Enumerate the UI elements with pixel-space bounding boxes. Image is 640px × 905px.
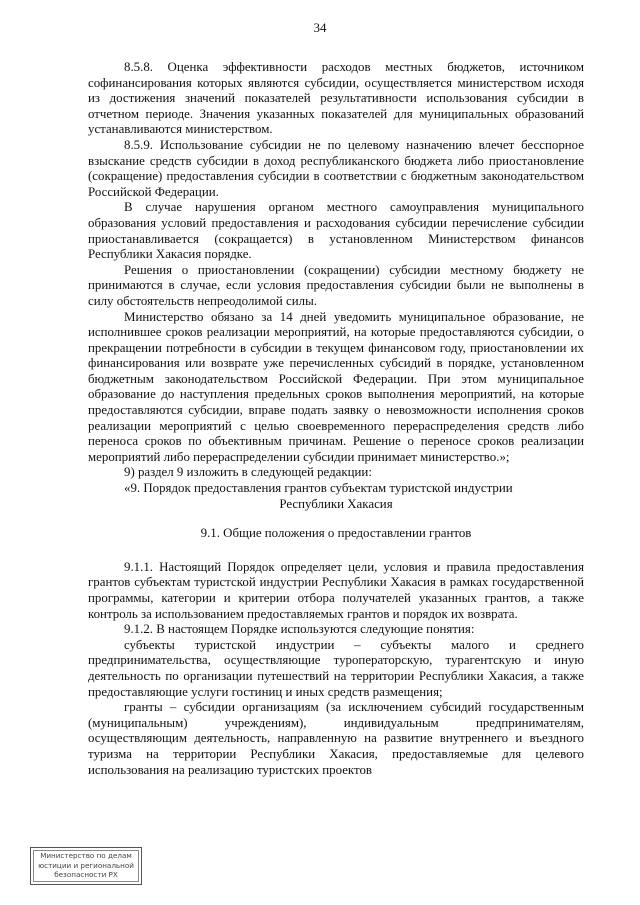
section-9-title — [88, 481, 584, 512]
paragraph-9-1-2: 9.1.2. В настоящем Порядке используются следующие понятия: — [124, 622, 475, 637]
page-number: 34 — [313, 20, 327, 35]
document-body — [88, 60, 584, 778]
paragraph-decisions: Решения о приостановлении (сокращении) субсидии местному бюджету не принимаются в случае, если условия предоставления субсидии были не выполнены в силу обстоятельств непреодолимой силы. — [88, 262, 584, 308]
paragraph-ministry-notify: Министерство обязано за 14 дней уведомить муниципальное образование, не исполнившее сроков реализации мероприятий, на которые предоставляются субсидии, о прекращении потребности в субсидии в текущем финансовом году, приостановлении их финансирования или возврате уже перечисленных субсидий в порядке, установленном бюджетным законодательством Российской Федерации. При этом муниципальное образование до наступления предельных сроков выполнения мероприятий, на которые предоставляются субсидии, вправе подать заявку о невозможности исполнения сроков реализации мероприятий с целью своевременного перераспределения средств либо переноса сроков по объективным причинам. Решение о переносе сроков реализации мероприятий либо перераспределении субсидии принимает министерство.»; — [88, 309, 584, 464]
paragraph-definition-subjects: субъекты туристской индустрии – субъекты малого и среднего предпринимательства, осуществляющие туроператорскую, турагентскую и иную деятельность по организации путешествий на территории Республики Хакасия, а также предоставляющие услуги гостиниц и иных средств размещения; — [88, 637, 584, 699]
paragraph-definition-grants: гранты – субсидии организациям (за исключением субсидий государственным (муниципальным) учреждениям), индивидуальным предпринимателям, осуществляющим деятельность, направленную на развитие внутреннего и въездного туризма на территории Республики Хакасия, предоставляемые для целевого использования на реализацию туристских проектов — [88, 700, 584, 777]
subsection-9-1-heading: 9.1. Общие положения о предоставлении грантов — [200, 526, 472, 541]
paragraph-section-9-intro: 9) раздел 9 изложить в следующей редакции: — [124, 465, 372, 480]
paragraph-violation: В случае нарушения органом местного самоуправления муниципального образования условий предоставления и расходования субсидии перечисление субсидии приостанавливается (сокращается) в установленном Министерством финансов Республики Хакасия порядке. — [88, 200, 584, 262]
stamp-line1: Министерство по делам — [40, 851, 132, 860]
stamp-line2: юстиции и региональной — [38, 860, 134, 870]
section-9-title-line2: Республики Хакасия — [279, 496, 393, 511]
paragraph-9-1-1: 9.1.1. Настоящий Порядок определяет цели, условия и правила предоставления грантов субъектам туристской индустрии Республики Хакасия в рамках государственной программы, категории и критерии отбора получателей указанных грантов, а также контроль за использованием предоставляемых грантов и порядок их возврата. — [88, 559, 584, 621]
paragraph-8-5-8: 8.5.8. Оценка эффективности расходов местных бюджетов, источником софинансирования которых являются субсидии, осуществляется министерством исходя из достижения значений показателей результативности использования субсидии в отчетном периоде. Значения указанных показателей для муниципальных образований устанавливаются министерством. — [88, 60, 584, 137]
section-9-title-line1: «9. Порядок предоставления грантов субъектам туристской индустрии — [124, 481, 513, 496]
registration-stamp — [30, 847, 142, 885]
paragraph-8-5-9: 8.5.9. Использование субсидии не по целевому назначению влечет бесспорное взыскание средств субсидии в доход республиканского бюджета либо приостановление (сокращение) предоставления субсидии в соответствии с бюджетным законодательством Российской Федерации. — [88, 137, 584, 199]
stamp-line3: безопасности РХ — [54, 870, 118, 880]
